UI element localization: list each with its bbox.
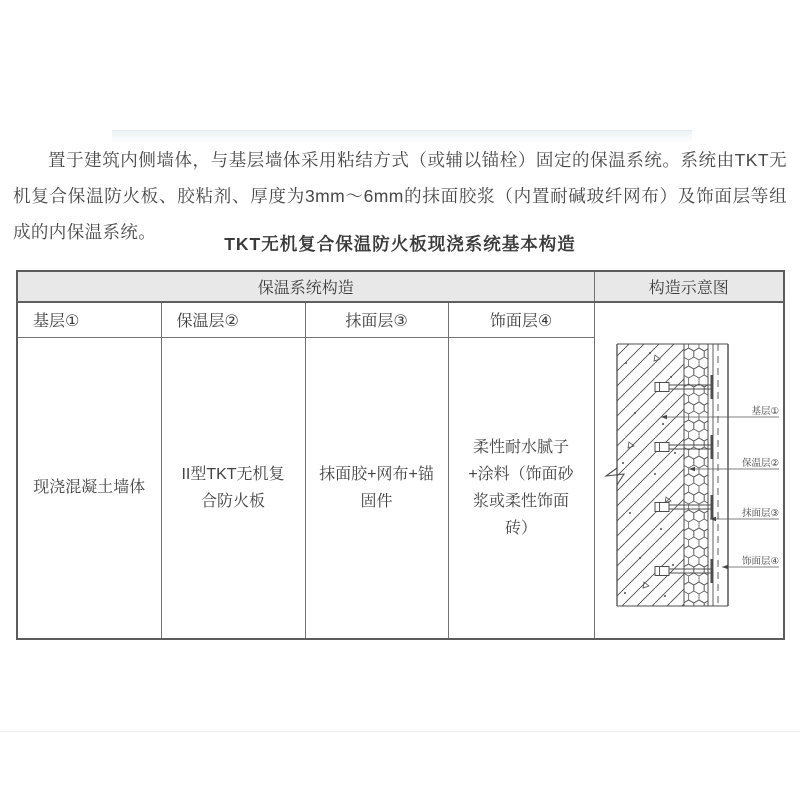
diagram-insulation-board	[684, 344, 708, 606]
construction-table	[16, 270, 785, 640]
scan-artifact-line	[0, 731, 800, 732]
diagram-label-base: 基层①	[750, 406, 779, 417]
construction-diagram	[595, 303, 783, 638]
table-group-header-row	[17, 271, 784, 302]
intro-paragraph: 置于建筑内侧墙体，与基层墙体采用粘结方式（或辅以锚栓）固定的保温系统。系统由TKT无机复合保温防火板、胶粘剂、厚度为3mm～6mm的抹面胶浆（内置耐碱玻纤网布）及饰面层等组成的内保温系统。	[13, 150, 787, 242]
table-column-header-row	[17, 302, 784, 337]
col-header-finish: 饰面层④	[448, 302, 594, 337]
diagram-label-finish: 饰面层④	[741, 556, 779, 567]
cell-insulation-layer: II型TKT无机复合防火板	[161, 337, 305, 639]
cell-base-layer: 现浇混凝土墙体	[17, 337, 161, 639]
cell-finish-layer: 柔性耐水腻子+涂料（饰面砂浆或柔性饰面砖）	[448, 337, 594, 639]
col-header-base: 基层①	[17, 302, 161, 337]
diagram-cell	[594, 302, 784, 639]
table-title: TKT无机复合保温防火板现浇系统基本构造	[224, 234, 576, 254]
group-header-system: 保温系统构造	[17, 271, 594, 302]
cell-plaster-layer: 抹面胶+网布+锚固件	[305, 337, 448, 639]
diagram-label-plaster: 抹面层③	[741, 508, 779, 519]
col-header-insulation: 保温层②	[161, 302, 305, 337]
col-header-plaster: 抹面层③	[305, 302, 448, 337]
diagram-concrete-wall	[606, 344, 684, 606]
group-header-diagram: 构造示意图	[594, 271, 784, 302]
diagram-label-insulation: 保温层②	[741, 458, 779, 469]
